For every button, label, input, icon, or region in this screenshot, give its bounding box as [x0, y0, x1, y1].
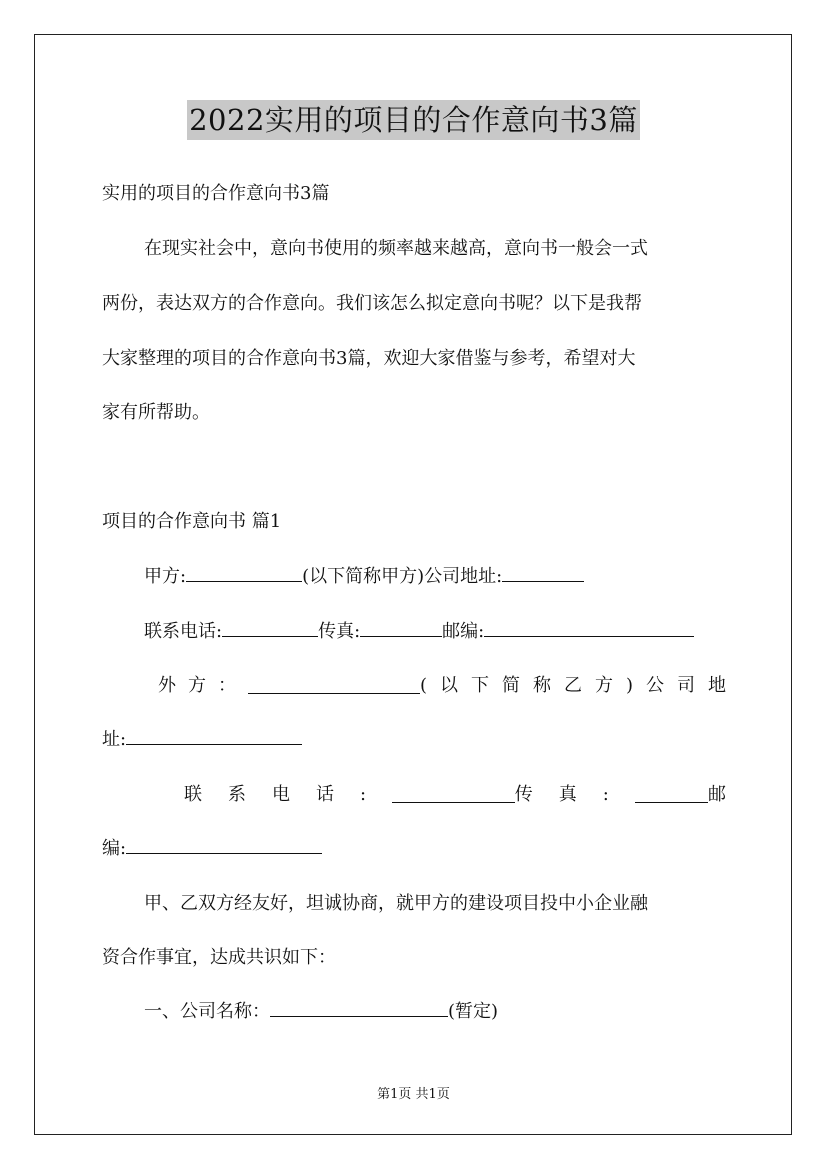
party-a-postcode-label: 邮编: — [442, 621, 485, 642]
document-subtitle: 实用的项目的合作意向书3篇 — [102, 183, 330, 204]
party-b-phone-blank — [392, 786, 515, 803]
party-b-phone-label: 联系电话: — [184, 784, 393, 805]
intro-line-2: 两份，表达双方的合作意向。我们该怎么拟定意向书呢？以下是我帮 — [102, 293, 642, 314]
page-footer: 第1页 共1页 — [377, 1087, 450, 1102]
party-b-label: 外方： — [158, 675, 248, 696]
party-b-line — [158, 673, 739, 699]
intro-line-3: 大家整理的项目的合作意向书3篇，欢迎大家借鉴与参考，希望对大 — [102, 348, 636, 369]
agreement-line-1: 甲、乙双方经友好，坦诚协商，就甲方的建设项目投中小企业融 — [144, 893, 648, 914]
party-b-postcode-label-cont: 编: — [102, 838, 127, 859]
document-title: 2022实用的项目的合作意向书3篇 — [187, 100, 640, 140]
party-a-contact-line — [144, 619, 726, 645]
party-a-phone-label: 联系电话: — [144, 621, 223, 642]
agreement-line-2: 资合作事宜，达成共识如下： — [102, 947, 336, 968]
section-heading: 项目的合作意向书 篇1 — [102, 511, 282, 532]
party-a-suffix: (以下简称甲方)公司地址: — [302, 566, 503, 587]
intro-line-4: 家有所帮助。 — [102, 402, 210, 423]
item-1-blank — [270, 1000, 448, 1017]
item-1-line — [144, 999, 726, 1025]
party-b-postcode-label: 邮 — [708, 784, 726, 805]
party-b-blank — [248, 677, 420, 694]
party-a-fax-blank — [360, 620, 442, 637]
party-b-postcode-line — [102, 836, 726, 862]
party-a-address-blank — [502, 565, 584, 582]
party-a-blank — [186, 565, 302, 582]
item-1-suffix: (暂定) — [448, 1001, 499, 1022]
party-a-line — [144, 564, 726, 590]
party-b-fax-label: 传真: — [514, 784, 635, 805]
party-b-contact-line — [184, 782, 726, 808]
party-a-fax-label: 传真: — [318, 621, 361, 642]
party-b-fax-blank — [635, 786, 708, 803]
party-b-address-label: 址: — [102, 729, 127, 750]
intro-line-1: 在现实社会中，意向书使用的频率越来越高，意向书一般会一式 — [144, 238, 648, 259]
party-a-postcode-blank — [484, 620, 694, 637]
party-a-label: 甲方: — [144, 566, 187, 587]
item-1-label: 一、公司名称： — [144, 1001, 270, 1022]
party-a-phone-blank — [222, 620, 318, 637]
party-b-address-line — [102, 727, 726, 753]
title-container — [0, 100, 827, 140]
party-b-postcode-blank — [126, 837, 322, 854]
party-b-address-blank — [126, 728, 302, 745]
party-b-suffix: (以下简称乙方)公司地 — [419, 675, 739, 696]
